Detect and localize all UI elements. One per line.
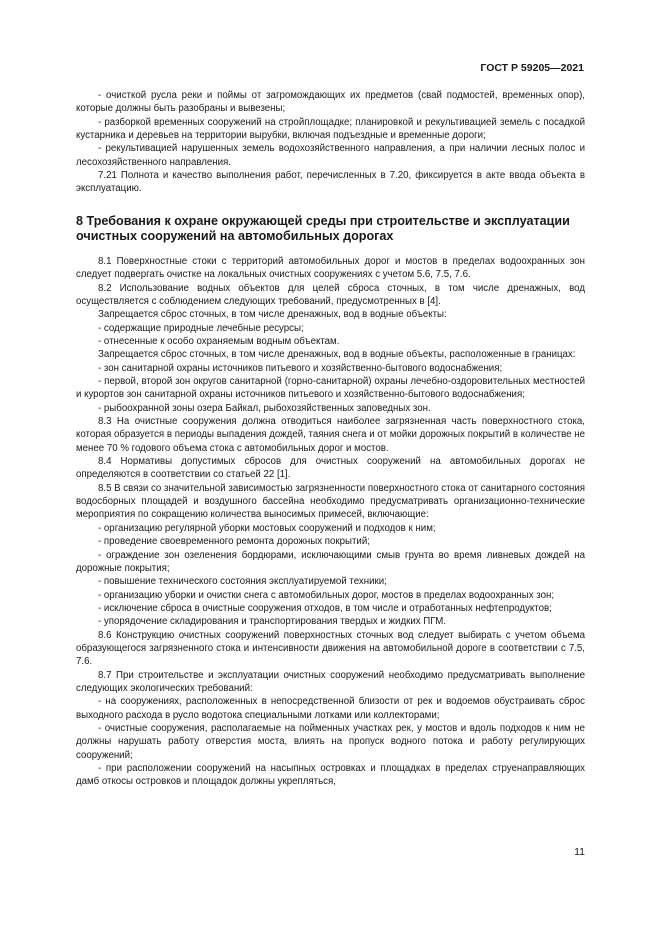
list-item: - содержащие природные лечебные ресурсы; — [98, 322, 304, 334]
list-item: - на сооружениях, расположенных в непосредственной близости от рек и водоемов обустраивать сброс выходного расхода в русло водотока специальными лотками или коллекторами; — [76, 696, 585, 721]
clause-8-5: 8.5 В связи со значительной зависимостью загрязненности поверхностного стока от санитарного состояния водосборных площадей и воздушного бассейна необходимо предусматривать организационно-технические мероприятия по сокращению количества выносимых примесей, включающие: — [76, 482, 586, 521]
clause-8-2: 8.2 Использование водных объектов для целей сброса сточных, в том числе дренажных, вод осуществляется с соблюдением следующих требований, предусмотренных в [4]. — [76, 282, 585, 307]
list-item: - очисткой русла реки и поймы от загромождающих их предметов (свай подмостей, временных опор), которые должны быть разобраны и вывезены; — [76, 90, 585, 115]
list-item: - упорядочение складирования и транспортирования твердых и жидких ПГМ. — [98, 616, 447, 628]
list-item: - отнесенные к особо охраняемым водным объектам. — [98, 336, 340, 347]
list-item: - зон санитарной охраны источников питьевого и хозяйственно-бытового водоснабжения; — [98, 362, 503, 374]
clause-8-3: 8.3 На очистные сооружения должна отводиться наиболее загрязненная часть поверхностного стока, которая образуется в периоды выпадения дождей, таяния снега и от мойки дорожных покрытий в количестве не менее 70 % годового объема стока с автомобильных дорог и мостов. — [76, 416, 585, 454]
list-item: - исключение сброса в очистные сооружения отходов, в том числе и отработанных нефтепродуктов; — [98, 602, 552, 614]
list-item: - очистные сооружения, располагаемые на пойменных участках рек, у мостов и вдоль подходов к ним не должны нарушать работу отверстия моста, влиять на пропуск водного потока и работу регулирующих сооружений; — [76, 722, 585, 761]
list-item: - при расположении сооружений на насыпных островках и площадках в пределах струенаправляющих дамб откосы островков и площадок должны укрепляться, — [76, 763, 585, 788]
list-item: - ограждение зон озеленения бордюрами, исключающими смыв грунта во время ливневых дождей на дорожные покрытия; — [76, 549, 585, 574]
list-item: - организацию регулярной уборки мостовых сооружений и подходов к ним; — [98, 522, 436, 534]
section-8-heading: 8 Требования к охране окружающей среды при строительстве и эксплуатации очистных сооружений на автомобильных дорогах — [76, 213, 570, 244]
list-item: - рыбоохранной зоны озера Байкал, рыбохозяйственных заповедных зон. — [98, 402, 431, 414]
page-body — [76, 89, 585, 789]
clause-7-21: 7.21 Полнота и качество выполнения работ, перечисленных в 7.20, фиксируется в акте ввода объекта в эксплуатацию. — [76, 170, 585, 195]
list-item: - проведение своевременного ремонта дорожных покрытий; — [98, 536, 370, 548]
page-number: 11 — [574, 846, 585, 858]
clause-8-1: 8.1 Поверхностные стоки с территорий автомобильных дорог и мостов в пределах водоохранных зон следует подвергать очистке на локальных очистных сооружениях с учетом 5.6, 7.5, 7.6. — [76, 255, 585, 281]
clause-8-4: 8.4 Нормативы допустимых сбросов для очистных сооружений на автомобильных дорогах не определяются в соответствии со статьей 22 [1]. — [76, 456, 585, 481]
paragraph: Запрещается сброс сточных, в том числе дренажных, вод в водные объекты, расположенные в границах: — [98, 349, 576, 361]
clause-8-6: 8.6 Конструкцию очистных сооружений поверхностных сточных вод следует выбирать с учетом объема образующегося загрязненного стока и интенсивности движения на автомобильной дороге в соответствии с 7.5, 7.6. — [76, 629, 585, 668]
clause-8-7: 8.7 При строительстве и эксплуатации очистных сооружений необходимо предусматривать выполнение следующих экологических требований: — [76, 669, 585, 694]
list-item: - повышение технического состояния эксплуатируемой техники; — [98, 576, 387, 588]
document-code: ГОСТ Р 59205—2021 — [480, 62, 584, 74]
list-item: - первой, второй зон округов санитарной (горно-санитарной) охраны лечебно-оздоровительных местностей и курортов зон санитарной охраны источников питьевого и хозяйственно-бытового водоснабжения; — [76, 376, 585, 401]
list-item: - организацию уборки и очистки снега с автомобильных дорог, мостов в пределах водоохранных зон; — [98, 589, 555, 601]
list-item: - разборкой временных сооружений на стройплощадке; планировкой и рекультивацией земель с посадкой кустарника и деревьев на территории вырубки, включая подъездные и временные дороги; — [76, 116, 585, 142]
list-item: - рекультивацией нарушенных земель водохозяйственного направления, а при наличии лесных полос и лесохозяйственного направления. — [76, 143, 585, 168]
paragraph: Запрещается сброс сточных, в том числе дренажных, вод в водные объекты: — [98, 309, 447, 321]
